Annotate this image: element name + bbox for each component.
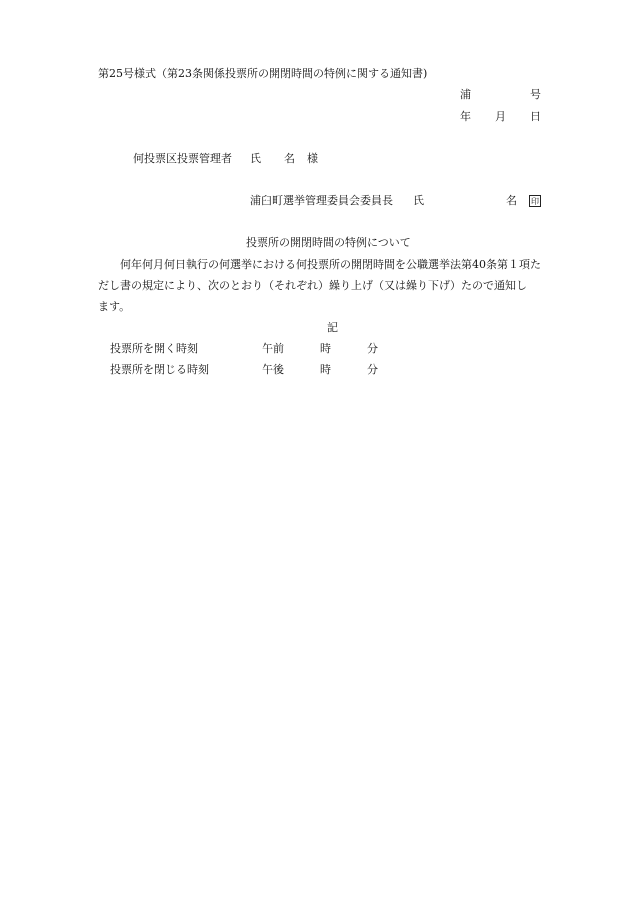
ki-heading: 記 xyxy=(327,321,338,334)
sender-name-2: 名 xyxy=(506,194,517,207)
date-day: 日 xyxy=(530,110,541,123)
doc-number-prefix: 浦 xyxy=(460,88,471,101)
doc-number-suffix: 号 xyxy=(530,88,541,101)
addressee-name-2: 名 xyxy=(284,152,295,165)
sender-name-1: 氏 xyxy=(413,194,424,207)
body-line-3: ます。 xyxy=(98,300,131,313)
body-line-1: 何年何月何日執行の何選挙における何投票所の開閉時間を公職選挙法第40条第１項た xyxy=(120,258,541,271)
subject: 投票所の開閉時間の特例について xyxy=(246,236,411,249)
addressee-honorific: 様 xyxy=(307,152,318,165)
form-title: 第25号様式（第23条関係投票所の開閉時間の特例に関する通知書) xyxy=(98,67,428,80)
seal-icon: 印 xyxy=(531,197,539,206)
row-close-label: 投票所を閉じる時刻 xyxy=(110,363,209,376)
addressee-name-1: 氏 xyxy=(250,152,261,165)
row-close-ampm: 午後 xyxy=(262,363,284,376)
row-open-minute: 分 xyxy=(367,342,378,355)
sender-seal xyxy=(529,194,541,208)
date-month: 月 xyxy=(495,110,506,123)
row-close-hour: 時 xyxy=(320,363,331,376)
row-open-label: 投票所を開く時刻 xyxy=(110,342,198,355)
addressee-title: 何投票区投票管理者 xyxy=(133,152,232,165)
row-open-hour: 時 xyxy=(320,342,331,355)
sender-org: 浦臼町選挙管理委員会委員長 xyxy=(250,194,393,207)
row-open-ampm: 午前 xyxy=(262,342,284,355)
date-year: 年 xyxy=(460,110,471,123)
body-line-2: だし書の規定により、次のとおり（それぞれ）繰り上げ（又は繰り下げ）たので通知し xyxy=(98,279,527,292)
row-close-minute: 分 xyxy=(367,363,378,376)
